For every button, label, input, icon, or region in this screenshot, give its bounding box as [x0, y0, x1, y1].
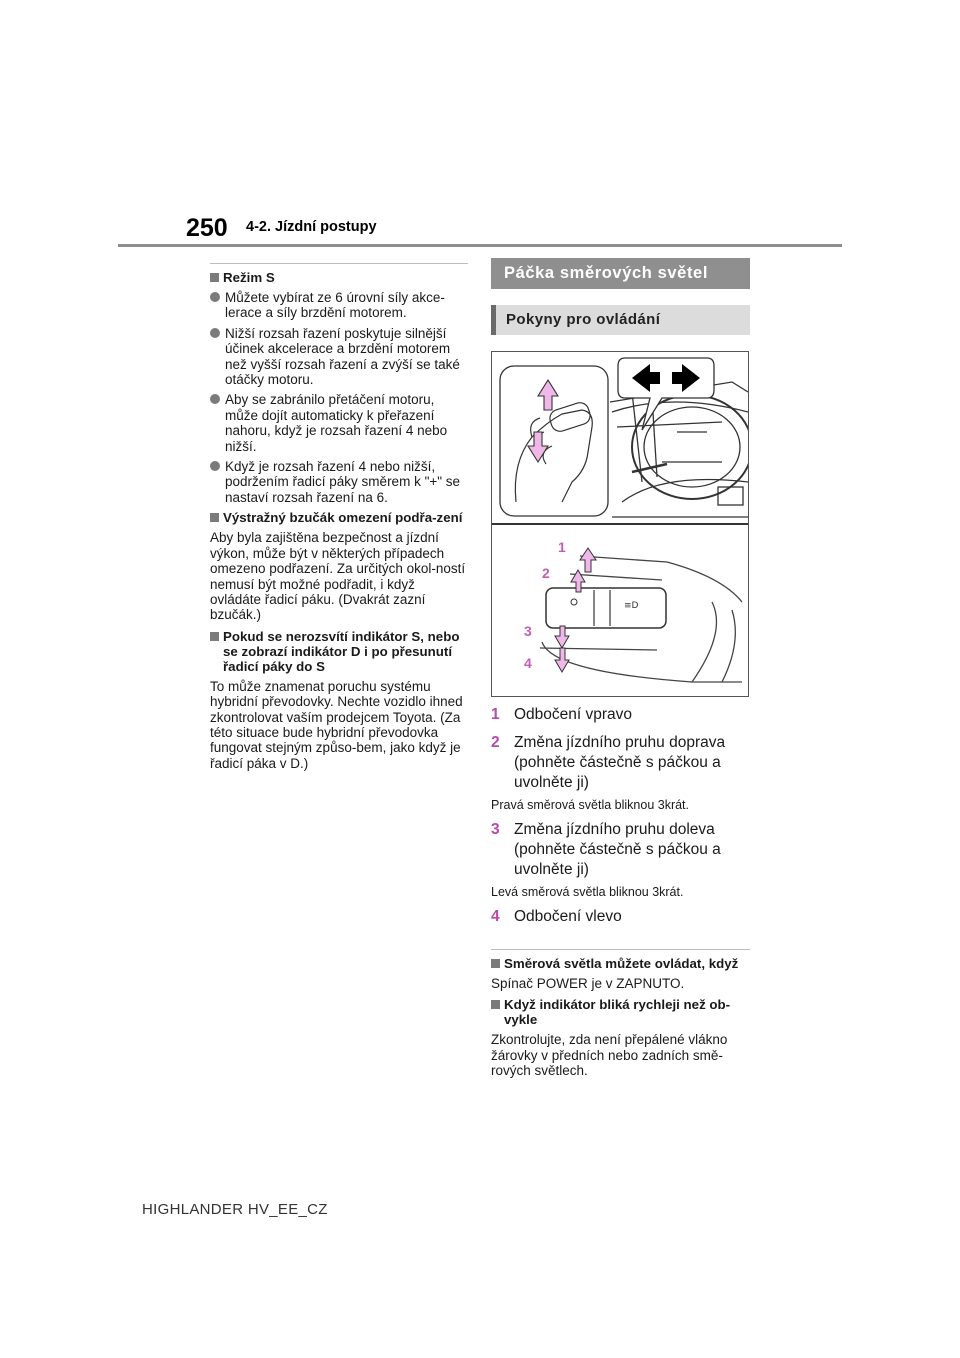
right-column: [491, 258, 750, 1085]
list-item: 3 Změna jízdního pruhu doleva (pohněte částečně s páčkou a uvolněte ji): [491, 821, 721, 878]
mode-s-heading: Režim S: [210, 270, 468, 285]
turn-signal-illustration: [492, 352, 748, 696]
notes-section: [491, 949, 750, 1079]
note-heading: Když indikátor bliká rychleji než ob-vykle: [491, 997, 750, 1027]
figure-label-1: 1: [558, 539, 566, 555]
left-column: [210, 263, 468, 777]
list-item: Můžete vybírat ze 6 úrovní síly akce-lerace a síly brzdění motorem.: [210, 290, 468, 321]
lever-arrow-3: [555, 626, 569, 648]
list-item: Nižší rozsah řazení poskytuje silnější účinek akcelerace a brzdění motorem než vyšší rozsah řazení a zvýší se také otáčky motoru.: [210, 326, 468, 388]
indicator-text: To může znamenat poruchu systému hybridní převodovky. Nechte vozidlo ihned zkontrolovat vaším prodejcem Toyota. (Za této situace bude hybridní převodovka fungovat stejným způso-bem, jako když je řadicí páka v D.): [210, 678, 463, 771]
header-rule: [118, 244, 842, 247]
bullet-icon: [210, 461, 220, 471]
figure-label-3: 3: [524, 623, 532, 639]
buzzer-text: Aby byla zajištěna bezpečnost a jízdní výkon, může být v některých případech omezeno podřazení. Za určitých okol-ností nemusí být možné podřadit, i když ovládáte řadicí páku. (Dvakrát zazní bzučák.): [210, 530, 466, 623]
lever-arrow-1: [580, 548, 596, 572]
section-divider: [210, 263, 468, 264]
section-subtitle: Pokyny pro ovládání: [491, 305, 750, 335]
bullet-icon: [210, 394, 220, 404]
note-text: Spínač POWER je v ZAPNUTO.: [491, 976, 685, 991]
list-item: 4 Odbočení vlevo: [491, 908, 622, 925]
beam-symbol-icon: ≡D: [624, 601, 639, 611]
item-note: Levá směrová světla bliknou 3krát.: [491, 885, 684, 899]
buzzer-heading: Výstražný bzučák omezení podřa-zení: [210, 510, 468, 525]
note-heading: Směrová světla můžete ovládat, když: [491, 956, 750, 971]
list-item: Když je rozsah řazení 4 nebo nižší, podržením řadicí páky směrem k "+" se nastaví rozsah řazení na 6.: [210, 459, 468, 505]
turn-signal-figure: [491, 351, 749, 697]
item-note: Pravá směrová světla bliknou 3krát.: [491, 798, 690, 812]
bullet-icon: [210, 328, 220, 338]
indicator-heading: Pokud se nerozsvítí indikátor S, nebo se zobrazí indikátor D i po přesunutí řadicí páky do S: [210, 629, 468, 674]
footer-model: HIGHLANDER HV_EE_CZ: [142, 1201, 328, 1218]
section-title: Páčka směrových světel: [491, 258, 750, 289]
list-item: 2 Změna jízdního pruhu doprava (pohněte částečně s páčkou a uvolněte ji): [491, 734, 726, 791]
list-item: Aby se zabránilo přetáčení motoru, může dojít automaticky k přeřazení nahoru, když je rozsah řazení 4 nebo nižší.: [210, 392, 468, 454]
lever-arrow-4: [555, 648, 569, 672]
bullet-icon: [210, 292, 220, 302]
chapter-title: 4-2. Jízdní postupy: [246, 219, 377, 235]
figure-label-2: 2: [542, 565, 550, 581]
section-divider: [491, 949, 750, 950]
figure-label-4: 4: [524, 655, 532, 671]
list-item: 1 Odbočení vpravo: [491, 706, 633, 723]
page-number: 250: [186, 214, 228, 242]
note-text: Zkontrolujte, zda není přepálené vlákno žárovky v předních nebo zadních smě-rových světlech.: [491, 1032, 728, 1079]
